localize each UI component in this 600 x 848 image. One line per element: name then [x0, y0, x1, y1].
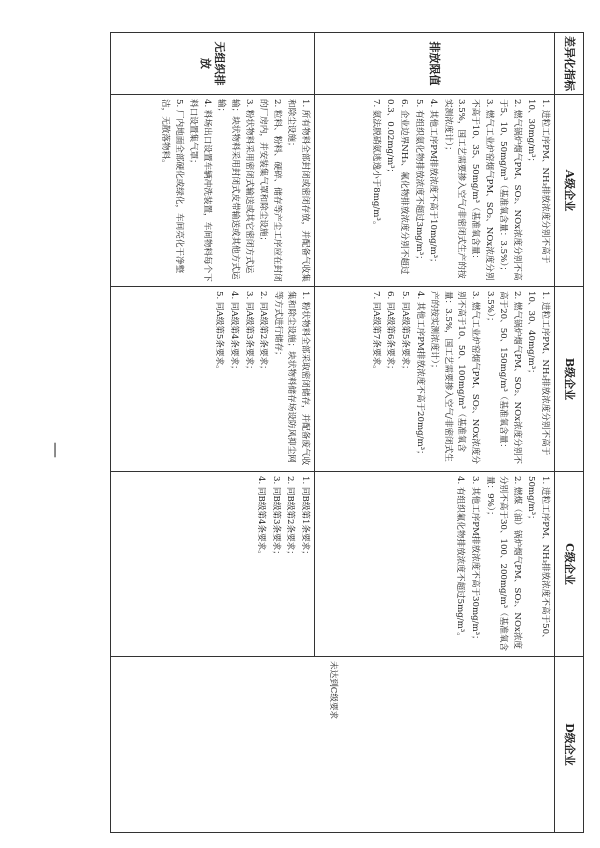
cell-b-emission	[315, 287, 555, 472]
table-row-emission-limit	[315, 33, 555, 833]
list-item: 3. 其他工序PM排放浓度不高于30mg/m³；	[470, 476, 481, 644]
header-d-level: D级企业	[555, 657, 584, 833]
document-table-container	[116, 32, 584, 832]
list-item: 2. 燃煤（油）锅炉烟气PM、SO₂、NOx浓度分别不高于30、100、200mg/m³（基准氧含量：9%）；	[484, 476, 522, 652]
list-item: 3. 燃气工业炉窑烟气PM、SO₂、NOx浓度分别不高于10、50、100mg/m³（基准氧含量：3.5%，国工艺需要掺入空气/非密闭式生产的按实测浓度计）；	[429, 291, 481, 465]
list-item: 3. 同A级第3条要求；	[243, 291, 254, 374]
header-c-level: C级企业	[555, 472, 584, 657]
list-item: 1. 进粒工序PM、NH₃排放浓度不高于50、50mg/m³；	[526, 476, 550, 643]
list-item: 3. 燃气工业炉窑烟气PM、SO₂、NOx浓度分别不高于10、35、50mg/m³（基准氧含量：3.5%，国工艺需要掺入空气/非密闭式生产的按实测浓度计）；	[442, 99, 494, 281]
list-item: 4. 其他工序PM排放浓度不高于20mg/m³；	[414, 291, 425, 459]
cell-a-fugitive	[111, 95, 315, 287]
list-item: 1. 同B级第1条要求；	[300, 476, 310, 559]
list-item: 2. 燃气锅炉烟气PM、SO₂、NOx浓度分别不高于5、10、50mg/m³（基准氧含量：3.5%）；	[498, 99, 522, 281]
header-indicator: 差异化指标	[555, 33, 584, 95]
list-item: 4. 其他工序PM排放浓度不高于10mg/m³；	[428, 99, 439, 267]
list-item: 3. 粉状物料采用密闭式输送或其它密闭方式运输；块状物料采用封闭式皮带输送或其他方式运输；	[216, 99, 254, 280]
list-item: 4. 同B级第4条要求。	[256, 476, 267, 559]
row-label-fugitive-emission: 无组织排放	[111, 33, 315, 95]
list-item: 2. 同A级第2条要求；	[258, 291, 269, 374]
header-b-level: B级企业	[555, 287, 584, 472]
list-item: 5. 同A级第5条要求；	[400, 291, 411, 374]
cell-b-fugitive	[111, 287, 315, 472]
list-item: 1. 进粒工序PM、NH₃排放浓度分别不高于10、30、40mg/m³；	[526, 291, 550, 456]
differentiation-indicator-table	[110, 32, 584, 833]
list-item: 4. 有组织氟化物排放浓度不超过5mg/m³。	[455, 476, 466, 641]
list-item: 5. 有组织氨化物排放浓度不超过3mg/m³；	[413, 99, 424, 264]
list-item: 3. 同B级第3条要求；	[270, 476, 281, 559]
header-a-level: A级企业	[555, 95, 584, 287]
cell-c-emission	[315, 472, 555, 657]
list-item: 1. 所有物料全部封闭或密闭存放，并配备气收集和除尘设施；	[286, 99, 310, 282]
page-number: —	[47, 442, 66, 458]
list-item: 2. 粒料、粉料、硬碎、储存等产尘工序应在封闭的厂房内，并安装集气罩和除尘设施；	[258, 99, 282, 282]
list-item: 4. 料场出口设置车辆冲洗装置，车间物料每个下料口设置集气罩；	[188, 99, 212, 282]
list-item: 5. 同A级第5条要求。	[214, 291, 225, 374]
list-item: 4. 同A级第4条要求；	[229, 291, 240, 374]
cell-c-fugitive	[111, 472, 315, 657]
row-label-emission-limit: 排放限值	[315, 33, 555, 95]
list-item: 1. 粉状物料全部采取密闭储存，并配备废气收集和除尘设施；块状物料储存场设防风抑尘网等方式进行储存；	[272, 291, 310, 466]
list-item: 6. 同A级第6条要求；	[385, 291, 396, 374]
list-item: 7. 同A级第7条要求。	[370, 291, 381, 374]
list-item: 2. 燃气锅炉烟气PM、SO₂、NOx浓度分别不高于20、50、150mg/m³（基准氧含量：3.5%）；	[484, 291, 522, 465]
list-item: 2. 同B级第2条要求；	[285, 476, 296, 559]
list-item: 5. 厂内地面全部硬化或绿化，车间亮化干净整洁，无散落物料。	[160, 99, 184, 274]
cell-a-emission	[315, 95, 555, 287]
list-item: 6. 企业边界NH₃、氟化物排放浓度分别不超过0.3、0.02mg/m³；	[385, 99, 410, 275]
cell-d-level: 未达到C级要求	[111, 657, 555, 833]
list-item: 7. 氨法脱硝氨逃逸小于8mg/m³。	[370, 99, 381, 230]
list-item: 1. 进粒工序PM、NH₃排放浓度分别不高于10、30mg/m³；	[526, 99, 550, 264]
